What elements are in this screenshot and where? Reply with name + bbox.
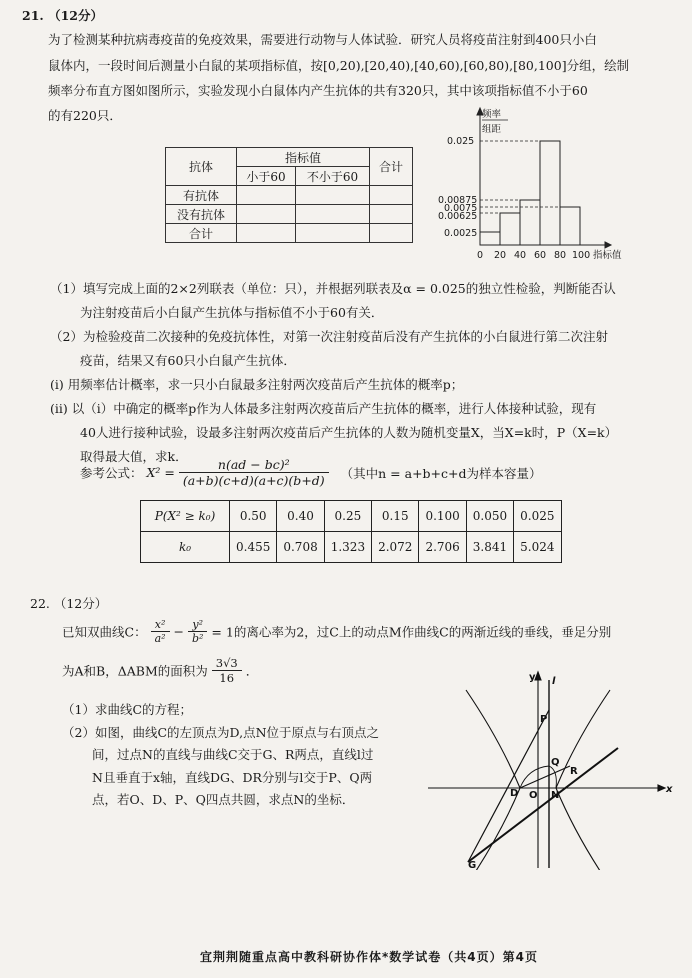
hyperbola-figure: [428, 670, 678, 870]
k0-value: 1.323: [324, 532, 371, 563]
p-value: 0.025: [514, 501, 561, 532]
a2: a²: [154, 632, 166, 645]
table-cell: [237, 224, 296, 243]
formula-fraction: [179, 457, 329, 488]
x2: x²: [151, 618, 170, 632]
k0-value: 0.455: [230, 532, 277, 563]
line-DR: [520, 766, 570, 788]
critical-value-table: [140, 500, 562, 563]
area-fraction: [212, 656, 242, 685]
x-arrow-icon: [605, 242, 611, 248]
x-tick-label: 0: [477, 250, 484, 261]
y-arrow-icon: [535, 672, 541, 680]
line-DG: [468, 710, 549, 862]
table-cell: [296, 186, 370, 205]
x-tick-label: 80: [554, 250, 567, 261]
k0-value: 0.708: [277, 532, 324, 563]
q22-part-2b: 间，过点N的直线与曲线C交于G、R两点，直线l过: [92, 747, 374, 762]
q21-part-2b: 疫苗，结果又有60只小白鼠产生抗体．: [80, 353, 296, 368]
q21-part-1a: （1）填写完成上面的2×2列联表（单位：只），并根据列联表及α = 0.025的独立性检验，判断能否认: [50, 281, 616, 296]
table-cell: [370, 224, 413, 243]
q22-line1-pre: 已知双曲线C：: [62, 624, 147, 640]
histogram-ylabel-top: 频率: [482, 109, 502, 120]
q22-part-2a: （2）如图，曲线C的左顶点为D,点N位于原点与右顶点之: [62, 725, 380, 740]
y-tick-label: 0.0025: [444, 228, 478, 239]
p-table-head: P(X² ≥ k₀): [141, 501, 230, 532]
q22-header: 22. （12分）: [30, 596, 108, 611]
hyperbola-right-branch: [556, 690, 610, 870]
label-D: D: [510, 788, 519, 799]
frequency-histogram: [430, 105, 630, 265]
p-value: 0.100: [419, 501, 466, 532]
q21-part-2ii-b: 40人进行接种试验，设最多注射两次疫苗后产生抗体的人数为随机变量X，当X=k时，P（X=k）: [80, 425, 618, 440]
histogram-xlabel: 指标值: [593, 250, 622, 261]
y-tick-label: 0.0075: [444, 203, 478, 214]
p-value: 0.25: [324, 501, 371, 532]
x-tick-label: 100: [572, 250, 591, 261]
x-tick-label: 40: [514, 250, 527, 261]
k0-value: 2.072: [372, 532, 419, 563]
area-denominator: 16: [219, 671, 235, 685]
label-R: R: [570, 766, 578, 777]
label-N: N: [551, 790, 560, 801]
p-value: 0.15: [372, 501, 419, 532]
table-cell: [237, 205, 296, 224]
q22-line-1: [62, 618, 611, 645]
q21-part-2i: (i) 用频率估计概率，求一只小白鼠最多注射两次疫苗后产生抗体的概率p；: [50, 377, 464, 392]
table-cell: [296, 205, 370, 224]
q22-line2-post: ．: [245, 663, 259, 679]
table-group-header: 指标值: [237, 148, 370, 167]
label-P: P: [540, 714, 548, 725]
q22-part-2c: N且垂直于x轴，直线DG、DR分别与l交于P、Q两: [92, 770, 373, 785]
formula-numerator: n(ad − bc)²: [179, 457, 329, 473]
histogram-bar-0-20: [480, 232, 500, 245]
x-arrow-icon: [658, 785, 665, 791]
formula: [80, 457, 542, 488]
y2-over-b2: [188, 618, 207, 645]
line-GR: [468, 748, 618, 862]
minus-sign: −: [173, 624, 184, 639]
p-value: 0.40: [277, 501, 324, 532]
x-tick-label: 20: [494, 250, 507, 261]
page-footer: 宜荆荆随重点高中教科研协作体*数学试卷（共4页）第4页: [200, 950, 538, 964]
formula-denominator: (a+b)(c+d)(a+c)(b+d): [182, 473, 325, 488]
k0-head: k₀: [141, 532, 230, 563]
table-cell: [370, 205, 413, 224]
y-tick-label: 0.00875: [438, 195, 478, 206]
formula-note: （其中n = a+b+c+d为样本容量）: [340, 465, 542, 481]
q21-header: 21. （12分）: [22, 8, 103, 23]
table-cell: [237, 186, 296, 205]
p-value: 0.50: [230, 501, 277, 532]
label-x: x: [666, 784, 673, 795]
q21-intro-line-1: 为了检测某种抗病毒疫苗的免疫效果，需要进行动物与人体试验．研究人员将疫苗注射到400只小白: [48, 32, 597, 47]
q21-part-2ii-a: (ii) 以（i）中确定的概率p作为人体最多注射两次疫苗后产生抗体的概率，进行人体接种试验，现有: [50, 401, 597, 416]
table-cell: [370, 186, 413, 205]
y2: y²: [188, 618, 207, 632]
q22-line2-pre: 为A和B，ΔABM的面积为: [62, 663, 208, 679]
table-col-ge60: 不小于60: [296, 167, 370, 186]
q21-intro-line-2: 鼠体内，一段时间后测量小白鼠的某项指标值，按[0,20),[20,40),[40,60),[60,80),[80,100]分组，绘制: [48, 58, 630, 73]
histogram-ylabel-bottom: 组距: [482, 124, 502, 135]
table-row-label: 有抗体: [166, 186, 237, 205]
q22-line1-post: = 1的离心率为2，过C上的动点M作曲线C的两渐近线的垂线，垂足分别: [211, 624, 612, 640]
k0-value: 2.706: [419, 532, 466, 563]
contingency-table: [165, 147, 413, 243]
histogram-bar-80-100: [560, 207, 580, 245]
y-tick-label: 0.025: [447, 136, 475, 147]
histogram-bar-60-80: [540, 141, 560, 245]
label-l: l: [552, 676, 556, 687]
b2: b²: [191, 632, 204, 645]
q21-part-2a: （2）为检验疫苗二次接种的免疫抗体性，对第一次注射疫苗后没有产生抗体的小白鼠进行第二次注射: [50, 329, 608, 344]
table-row-label: 合计: [166, 224, 237, 243]
label-O: O: [529, 790, 538, 801]
q22-line-2: [62, 656, 258, 685]
q22-part-2d: 点，若O、D、P、Q四点共圆，求点N的坐标．: [92, 792, 355, 807]
p-value: 0.050: [466, 501, 513, 532]
table-row-label: 没有抗体: [166, 205, 237, 224]
q21-intro-line-4: 的有220只．: [48, 108, 122, 123]
label-y: y: [529, 672, 536, 683]
histogram-bar-20-40: [500, 213, 520, 245]
formula-label: 参考公式：: [80, 465, 143, 481]
label-G: G: [468, 860, 477, 870]
table-total-header: 合计: [370, 148, 413, 186]
table-cell: [296, 224, 370, 243]
table-col-lt60: 小于60: [237, 167, 296, 186]
q21-intro-line-3: 频率分布直方图如图所示，实验发现小白鼠体内产生抗体的共有320只，其中该项指标值不小于60: [48, 83, 588, 98]
q22-part-1: （1）求曲线C的方程；: [62, 702, 193, 717]
k0-value: 3.841: [466, 532, 513, 563]
q21-part-2ii-c: 取得最大值，求k．: [80, 449, 188, 464]
formula-lhs: X² =: [146, 465, 175, 480]
x-tick-label: 60: [534, 250, 547, 261]
y-tick-label: 0.00625: [438, 211, 478, 222]
x2-over-a2: [151, 618, 170, 645]
label-Q: Q: [551, 757, 560, 768]
table-corner: 抗体: [166, 148, 237, 186]
q21-part-1b: 为注射疫苗后小白鼠产生抗体与指标值不小于60有关．: [80, 305, 384, 320]
k0-value: 5.024: [514, 532, 561, 563]
area-numerator: 3√3: [212, 656, 242, 671]
